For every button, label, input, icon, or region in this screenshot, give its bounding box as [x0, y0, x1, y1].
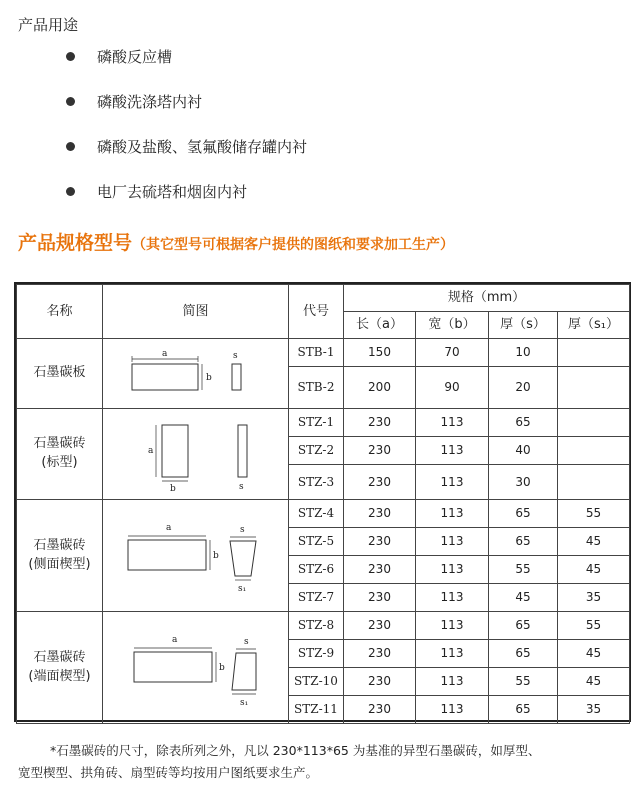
svg-text:a: a: [147, 446, 153, 456]
cell-s: 55: [489, 668, 558, 696]
usage-item-label: 磷酸及盐酸、氢氟酸储存罐内衬: [97, 138, 308, 156]
group-name: 石墨碳砖 (侧面楔型): [17, 500, 103, 612]
cell-b: 113: [416, 528, 489, 556]
cell-a: 230: [344, 465, 416, 500]
spec-title: 产品规格型号: [18, 232, 133, 254]
usage-item-label: 磷酸洗涤塔内衬: [97, 93, 203, 111]
svg-text:a: a: [171, 634, 177, 645]
header-code: 代号: [289, 285, 344, 339]
cell-s: 55: [489, 556, 558, 584]
svg-text:b: b: [205, 372, 212, 383]
cell-s: 65: [489, 612, 558, 640]
bullet-icon: [66, 142, 75, 151]
cell-code: STZ-9: [289, 640, 344, 668]
svg-text:s: s: [243, 636, 249, 647]
cell-s1: 45: [558, 640, 630, 668]
header-length: 长（a）: [344, 312, 416, 339]
svg-text:s: s: [232, 350, 238, 361]
svg-text:s: s: [238, 482, 244, 492]
svg-text:a: a: [161, 348, 167, 359]
usage-item: [66, 136, 307, 157]
cell-s1: [558, 409, 630, 437]
cell-s: 65: [489, 409, 558, 437]
bullet-icon: [66, 97, 75, 106]
cell-s: 10: [489, 339, 558, 367]
cell-code: STZ-10: [289, 668, 344, 696]
cell-code: STZ-3: [289, 465, 344, 500]
cell-code: STZ-8: [289, 612, 344, 640]
cell-s1: 35: [558, 696, 630, 724]
cell-s: 40: [489, 437, 558, 465]
cell-a: 230: [344, 409, 416, 437]
cell-s: 45: [489, 584, 558, 612]
svg-text:a: a: [165, 522, 171, 533]
cell-a: 230: [344, 437, 416, 465]
cell-a: 230: [344, 640, 416, 668]
svg-text:b: b: [212, 550, 219, 561]
cell-b: 113: [416, 668, 489, 696]
cell-s1: 45: [558, 668, 630, 696]
cell-s1: [558, 339, 630, 367]
cell-b: 113: [416, 500, 489, 528]
svg-text:b: b: [169, 484, 176, 493]
cell-code: STZ-7: [289, 584, 344, 612]
cell-b: 113: [416, 696, 489, 724]
cell-s: 65: [489, 528, 558, 556]
cell-code: STZ-1: [289, 409, 344, 437]
cell-b: 113: [416, 437, 489, 465]
cell-code: STZ-2: [289, 437, 344, 465]
cell-s: 30: [489, 465, 558, 500]
group-name: 石墨碳砖 (端面楔型): [17, 612, 103, 724]
cell-a: 150: [344, 339, 416, 367]
cell-s: 20: [489, 367, 558, 409]
cell-s1: 55: [558, 500, 630, 528]
svg-text:s₁: s₁: [237, 583, 246, 594]
cell-a: 230: [344, 556, 416, 584]
cell-s1: 55: [558, 612, 630, 640]
header-spec: 规格（mm）: [344, 285, 630, 312]
diagram-side-wedge: [103, 500, 289, 612]
cell-b: 113: [416, 409, 489, 437]
cell-a: 230: [344, 696, 416, 724]
usage-title: 产品用途: [18, 16, 79, 34]
cell-s1: [558, 437, 630, 465]
cell-a: 230: [344, 500, 416, 528]
group-name: 石墨碳板: [17, 339, 103, 409]
diagram-plate: [103, 339, 289, 409]
footnote-line-2: 宽型楔型、拱角砖、扇型砖等均按用户图纸要求生产。: [18, 764, 319, 780]
header-name: 名称: [17, 285, 103, 339]
svg-text:s₁: s₁: [239, 697, 248, 708]
cell-code: STB-2: [289, 367, 344, 409]
svg-text:s: s: [239, 524, 245, 535]
bullet-icon: [66, 52, 75, 61]
cell-b: 70: [416, 339, 489, 367]
header-thick1: 厚（s₁）: [558, 312, 630, 339]
footnote: [18, 740, 628, 784]
cell-s1: [558, 367, 630, 409]
cell-s: 65: [489, 500, 558, 528]
cell-s: 65: [489, 640, 558, 668]
cell-b: 113: [416, 584, 489, 612]
header-thick: 厚（s）: [489, 312, 558, 339]
cell-a: 230: [344, 528, 416, 556]
cell-code: STZ-4: [289, 500, 344, 528]
bullet-icon: [66, 187, 75, 196]
cell-code: STB-1: [289, 339, 344, 367]
group-name: 石墨碳砖 (标型): [17, 409, 103, 500]
cell-a: 230: [344, 612, 416, 640]
cell-b: 113: [416, 465, 489, 500]
spec-subtitle: （其它型号可根据客户提供的图纸和要求加工生产）: [132, 237, 455, 253]
usage-item: [66, 46, 172, 67]
cell-b: 90: [416, 367, 489, 409]
header-diagram: 简图: [103, 285, 289, 339]
svg-text:b: b: [218, 662, 225, 673]
cell-s1: 45: [558, 556, 630, 584]
spec-heading: [18, 228, 454, 255]
cell-s1: 45: [558, 528, 630, 556]
footnote-line-1: *石墨碳砖的尺寸，除表所列之外，凡以 230*113*65 为基准的异型石墨碳砖，如厚型、: [50, 743, 541, 758]
diagram-standard: [103, 409, 289, 500]
usage-item: [66, 181, 247, 202]
cell-s1: 35: [558, 584, 630, 612]
cell-code: STZ-6: [289, 556, 344, 584]
cell-a: 230: [344, 584, 416, 612]
cell-a: 230: [344, 668, 416, 696]
cell-code: STZ-11: [289, 696, 344, 724]
cell-s: 65: [489, 696, 558, 724]
cell-s1: [558, 465, 630, 500]
cell-a: 200: [344, 367, 416, 409]
diagram-end-wedge: [103, 612, 289, 724]
usage-item-label: 磷酸反应槽: [97, 48, 173, 66]
cell-code: STZ-5: [289, 528, 344, 556]
cell-b: 113: [416, 556, 489, 584]
spec-table: [14, 282, 631, 722]
usage-item-label: 电厂去硫塔和烟囱内衬: [97, 183, 248, 201]
cell-b: 113: [416, 640, 489, 668]
cell-b: 113: [416, 612, 489, 640]
header-width: 宽（b）: [416, 312, 489, 339]
usage-item: [66, 91, 202, 112]
